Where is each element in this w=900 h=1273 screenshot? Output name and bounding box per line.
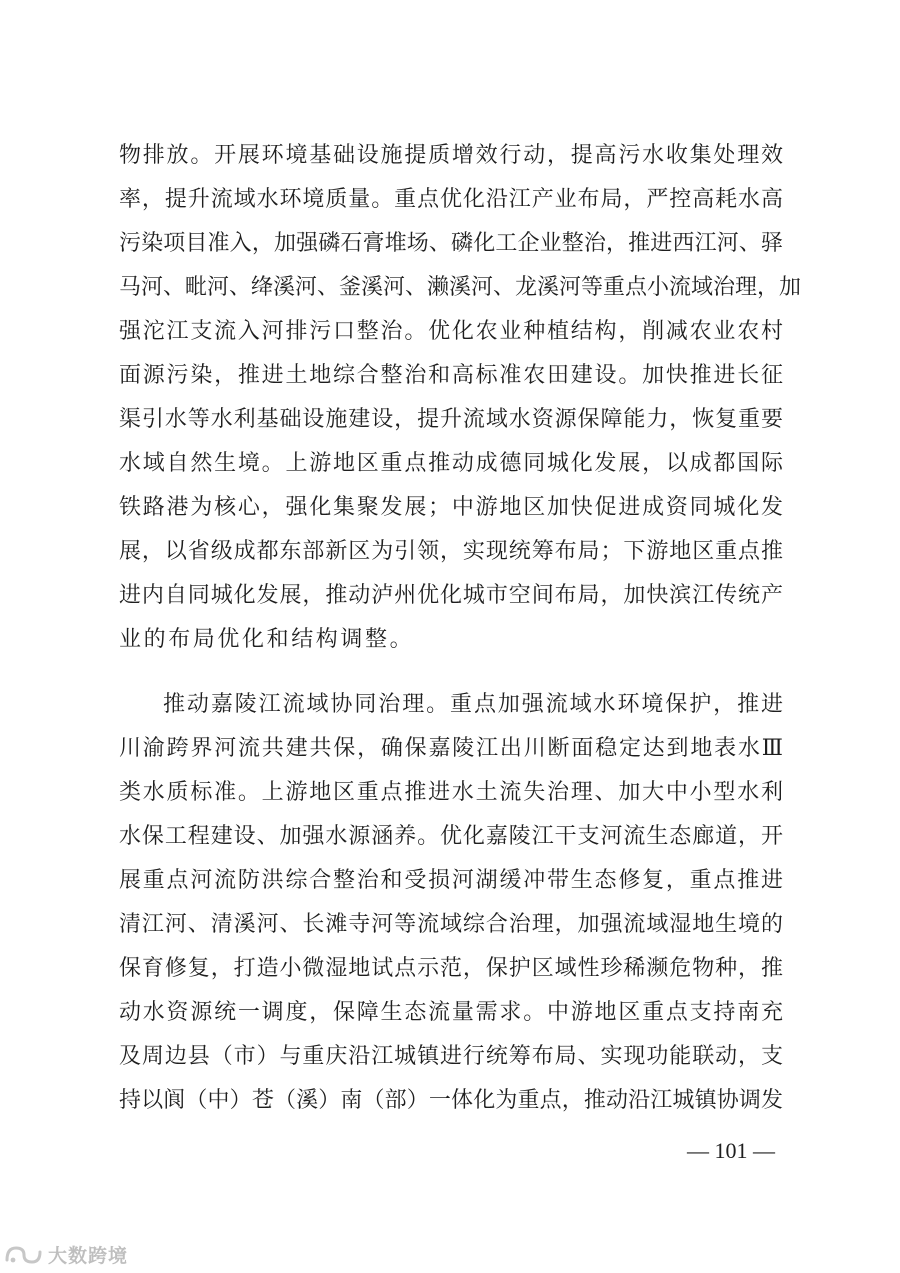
text-line: 强沱江支流入河排污口整治。优化农业种植结构，削减农业农村 <box>119 319 783 344</box>
text-line: 渠引水等水利基础设施建设，提升流域水资源保障能力，恢复重要 <box>119 407 783 432</box>
text-line: 持以阆（中）苍（溪）南（部）一体化为重点，推动沿江城镇协调发 <box>119 1088 783 1113</box>
text-line: 展重点河流防洪综合整治和受损河湖缓冲带生态修复，重点推进 <box>119 868 783 893</box>
watermark <box>4 1241 128 1267</box>
text-line: 保育修复，打造小微湿地试点示范，保护区域性珍稀濒危物种，推 <box>119 956 783 981</box>
text-line: 面源污染，推进土地综合整治和高标准农田建设。加快推进长征 <box>119 363 783 388</box>
text-line: 污染项目准入，加强磷石膏堆场、磷化工企业整治，推进西江河、驿 <box>119 231 783 256</box>
logo-icon <box>4 1242 44 1266</box>
text-line: 马河、毗河、绛溪河、釜溪河、濑溪河、龙溪河等重点小流域治理，加 <box>119 275 802 300</box>
text-line: 川渝跨界河流共建共保，确保嘉陵江出川断面稳定达到地表水Ⅲ <box>119 736 783 761</box>
text-line: 铁路港为核心，强化集聚发展；中游地区加快促进成资同城化发 <box>119 495 783 520</box>
text-line: 展，以省级成都东部新区为引领，实现统筹布局；下游地区重点推 <box>119 539 783 564</box>
text-line: 业的布局优化和结构调整。 <box>119 627 415 652</box>
page-number: — 101 — <box>687 1138 775 1163</box>
text-line: 清江河、清溪河、长滩寺河等流域综合治理，加强流域湿地生境的 <box>119 912 783 937</box>
text-line: 率，提升流域水环境质量。重点优化沿江产业布局，严控高耗水高 <box>119 187 783 212</box>
text-line: 类水质标准。上游地区重点推进水土流失治理、加大中小型水利 <box>119 780 783 805</box>
paragraph-start-line: 推动嘉陵江流域协同治理。重点加强流域水环境保护，推进 <box>163 692 783 717</box>
text-line: 动水资源统一调度，保障生态流量需求。中游地区重点支持南充 <box>119 1000 783 1025</box>
text-line: 水域自然生境。上游地区重点推动成德同城化发展，以成都国际 <box>119 451 783 476</box>
watermark-text: 大数跨境 <box>48 1244 129 1267</box>
text-line: 物排放。开展环境基础设施提质增效行动，提高污水收集处理效 <box>119 143 783 168</box>
text-line: 进内自同城化发展，推动泸州优化城市空间布局，加快滨江传统产 <box>119 583 783 608</box>
text-line: 水保工程建设、加强水源涵养。优化嘉陵江干支河流生态廊道，开 <box>119 824 783 849</box>
text-line: 及周边县（市）与重庆沿江城镇进行统筹布局、实现功能联动，支 <box>119 1044 783 1069</box>
